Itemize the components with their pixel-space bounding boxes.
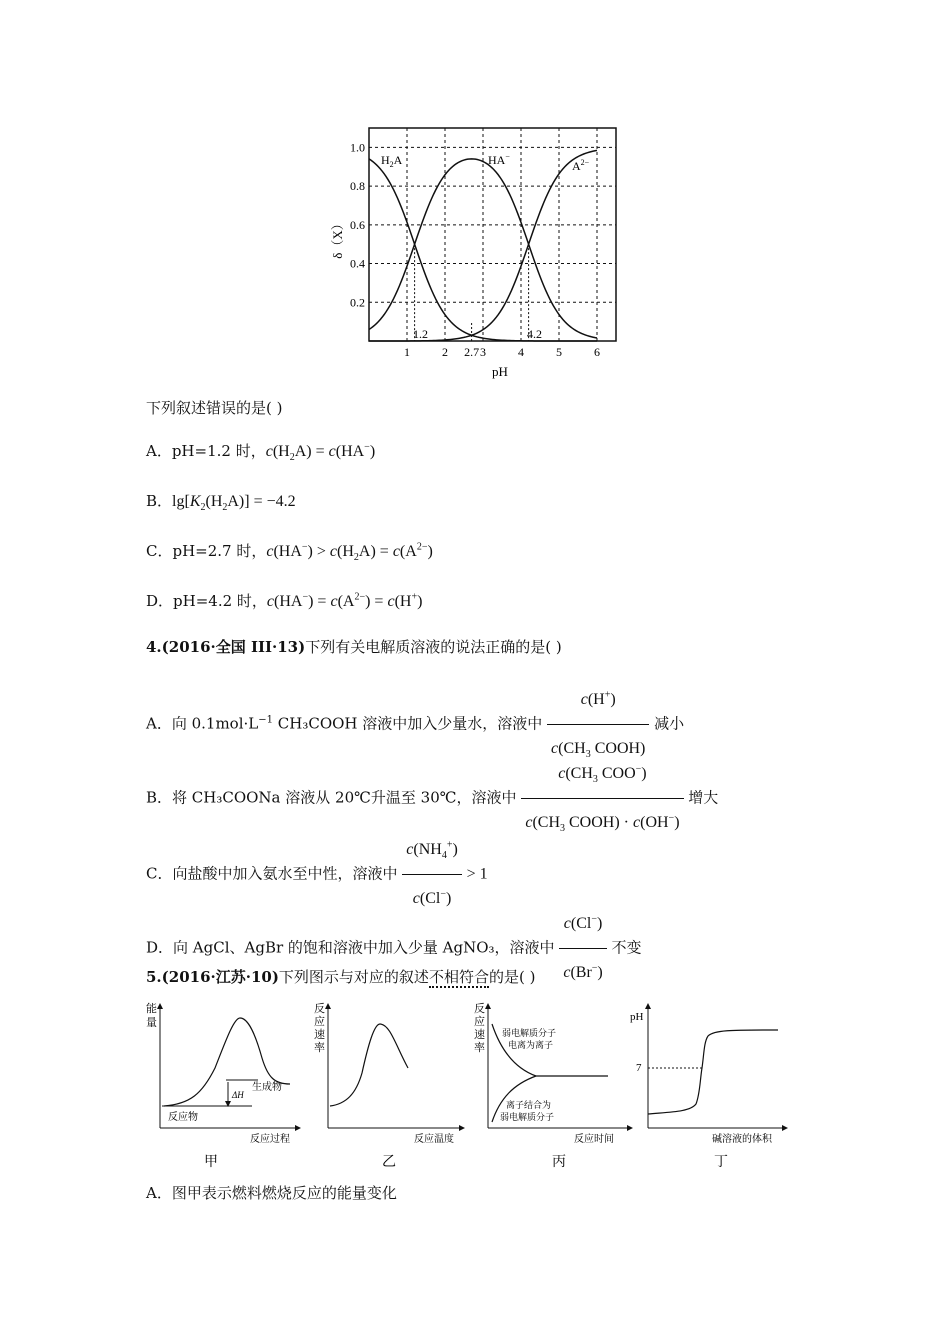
q4-c-fraction: $\frac{c(NH_4^+)}{c(Cl^-)}$ — [402, 828, 462, 921]
q4-option-c: C．向盐酸中加入氨水至中性，溶液中 $\frac{c(NH_4^+)}{c(Cl^-)}$ > 1 — [146, 828, 488, 921]
series-label-ha: HA− — [488, 152, 510, 167]
fig4-caption: 丁 — [714, 1155, 728, 1170]
q4-a-fraction: $\frac{c(H^+)}{c(CH_3 COOH)}$ — [547, 678, 649, 771]
q5-stem: 5.(2016·江苏·10)下列图示与对应的叙述不相符合的是( ) — [146, 968, 536, 986]
q4-stem: 4.(2016·全国 III·13)下列有关电解质溶液的说法正确的是( ) — [146, 638, 562, 656]
fig4-ylabel: pH — [630, 1011, 644, 1023]
annotation-pka1: 1.2 — [413, 327, 428, 341]
x-axis-label: pH — [492, 364, 508, 379]
y-tick-0.6: 0.6 — [350, 217, 365, 232]
q4-b-fraction: $\frac{c(CH_3 COO^-)}{c(CH_3 COOH) \cdot c(OH^-)}$ — [521, 752, 683, 845]
y-tick-0.2: 0.2 — [350, 295, 365, 310]
fig2-rate-curve — [330, 1024, 408, 1106]
q3-option-c: C．pH=2.7 时，$c(HA^-) > c(H_2A) = c(A^{2-})$ — [146, 541, 433, 564]
annotation-pka2: 4.2 — [527, 327, 542, 341]
fig1-product: 生成物 — [252, 1082, 282, 1093]
fig3-ylabel-3: 速 — [474, 1029, 485, 1041]
fig3-ylabel-4: 率 — [474, 1042, 485, 1054]
fig2-ylabel-3: 速 — [314, 1029, 325, 1041]
x-tick-4: 4 — [518, 345, 524, 359]
distribution-chart — [320, 118, 630, 383]
fig4-xlabel: 碱溶液的体积 — [712, 1134, 772, 1145]
series-label-h2a: $H_2A$ — [381, 153, 403, 169]
figure-yi — [310, 998, 470, 1170]
q3-option-a: A．pH=1.2 时，$c(H_2A) = c(HA^-)$ — [146, 441, 376, 464]
figure-jia — [140, 998, 305, 1170]
series-label-a2: $A^{2-}$ — [572, 158, 590, 173]
x-tick-3: 3 — [480, 345, 486, 359]
fig1-ylabel-1: 能 — [146, 1003, 157, 1015]
fig2-ylabel-4: 率 — [314, 1042, 325, 1054]
q4-option-d: D．向 AgCl、AgBr 的饱和溶液中加入少量 AgNO₃，溶液中 $\frac{c(Cl^-)}{c(Br^-)}$ 不变 — [146, 902, 642, 995]
fig2-xlabel: 反应温度 — [414, 1134, 454, 1145]
fig1-xlabel: 反应过程 — [250, 1134, 290, 1145]
x-tick-6: 6 — [594, 345, 600, 359]
fig1-caption: 甲 — [204, 1155, 218, 1170]
y-tick-1.0: 1.0 — [350, 140, 365, 155]
figure-ding — [630, 998, 790, 1170]
q3-option-d: D．pH=4.2 时，$c(HA^-) = c(A^{2-}) = c(H^+)$ — [146, 591, 423, 610]
fig2-caption: 乙 — [382, 1155, 396, 1170]
q3-option-b: B．$\lg[K_2(H_2A)] = -4.2$ — [146, 492, 296, 514]
fig3-bot-2: 弱电解质分子 — [500, 1112, 555, 1122]
fig4-titration-curve — [648, 1030, 778, 1114]
fig3-ylabel-1: 反 — [474, 1003, 485, 1015]
x-tick-2.7: 2.7 — [464, 345, 480, 359]
fig3-top-1: 弱电解质分子 — [502, 1028, 557, 1038]
chart-ticks — [350, 140, 600, 359]
fig3-caption: 丙 — [552, 1155, 566, 1170]
q4-d-fraction: $\frac{c(Cl^-)}{c(Br^-)}$ — [559, 902, 606, 995]
q5-option-a: A．图甲表示燃料燃烧反应的能量变化 — [146, 1184, 397, 1202]
figure-bing — [470, 998, 635, 1170]
q4-option-a: A．向 $0.1mol\cdot L^{-1}$ CH₃COOH 溶液中加入少量水，溶液中 $\frac{c(H^+)}{c(CH_3 COOH)}$ 减小 — [146, 678, 684, 771]
fig1-reactant: 反应物 — [168, 1112, 198, 1123]
fig1-ylabel-2: 量 — [146, 1017, 157, 1029]
y-tick-0.4: 0.4 — [350, 256, 365, 271]
q4-option-b: B．将 CH₃COONa 溶液从 20℃升温至 30℃，溶液中 $\frac{c(CH_3 COO^-)}{c(CH_3 COOH) \cdot c(OH^-)}$ 增大 — [146, 752, 718, 845]
q3-stem: 下列叙述错误的是( ) — [146, 399, 283, 417]
y-axis-label: δ（X） — [330, 217, 345, 259]
fig3-ylabel-2: 应 — [474, 1016, 485, 1028]
y-tick-0.8: 0.8 — [350, 179, 365, 194]
x-tick-2: 2 — [442, 345, 448, 359]
fig1-dh: ΔH — [232, 1090, 244, 1100]
fig2-ylabel-1: 反 — [314, 1003, 325, 1015]
x-tick-1: 1 — [404, 345, 410, 359]
fig3-top-2: 电离为离子 — [508, 1040, 554, 1050]
fig3-xlabel: 反应时间 — [574, 1134, 614, 1145]
x-tick-5: 5 — [556, 345, 562, 359]
fig3-bot-1: 离子结合为 — [506, 1100, 552, 1110]
fig2-ylabel-2: 应 — [314, 1016, 325, 1028]
fig4-seven: 7 — [636, 1062, 642, 1074]
